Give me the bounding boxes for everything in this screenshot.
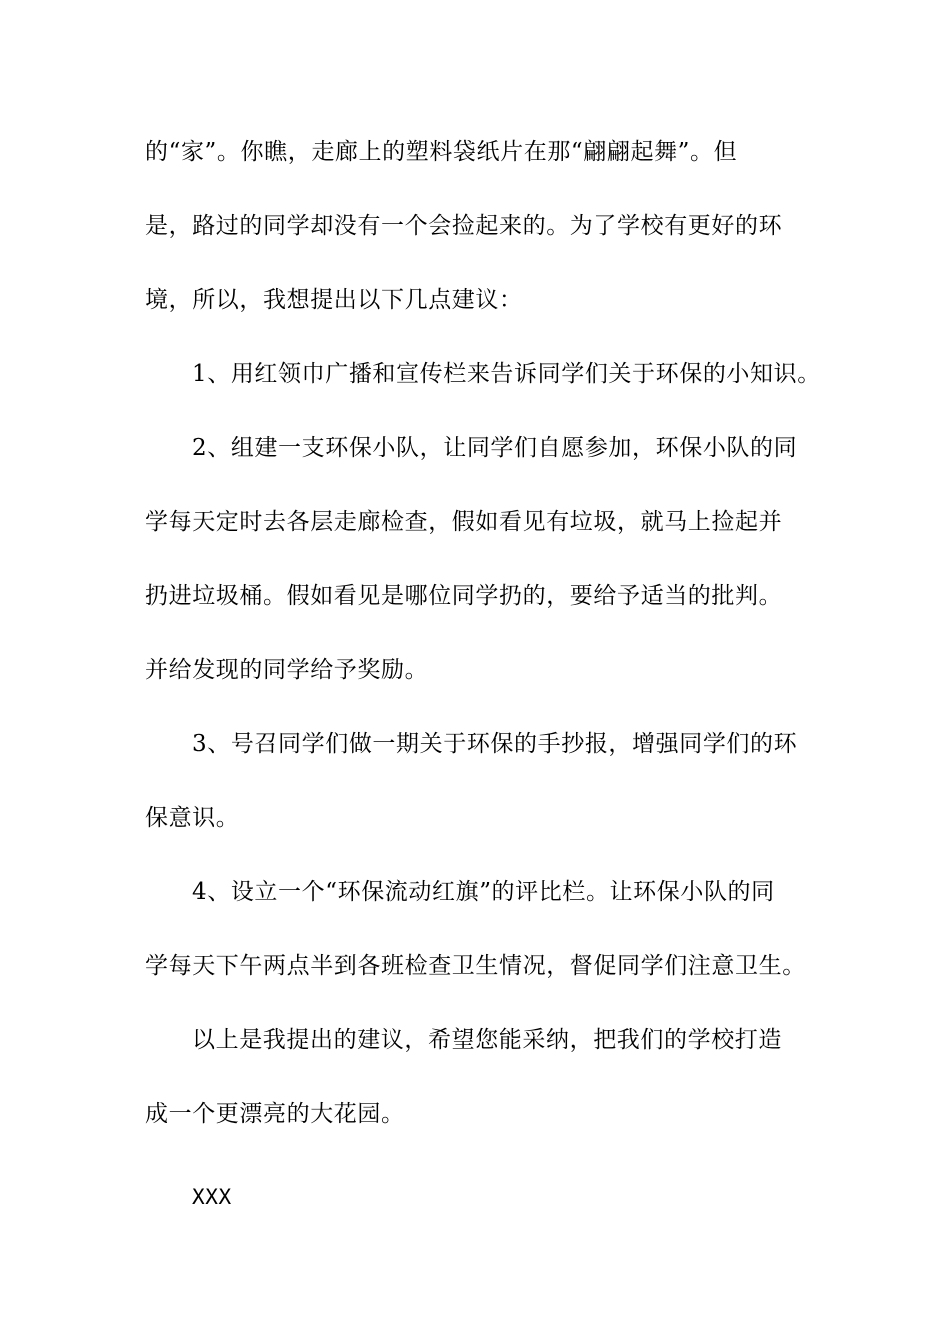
text-line: 保意识。 [145, 805, 240, 831]
text-line: 3、号召同学们做一期关于环保的手抄报，增强同学们的环 [192, 731, 798, 757]
text-line: 扔进垃圾桶。假如看见是哪位同学扔的，要给予适当的批判。 [145, 583, 783, 609]
text-line: 的“家”。你瞧，走廊上的塑料袋纸片在那“翩翩起舞”。但 [145, 139, 738, 165]
text-line: 境，所以，我想提出以下几点建议： [145, 287, 523, 313]
text-line: 2、组建一支环保小队，让同学们自愿参加，环保小队的同 [192, 435, 798, 461]
text-line: 是，路过的同学却没有一个会捡起来的。为了学校有更好的环 [145, 213, 783, 239]
signature: XXX [192, 1185, 232, 1209]
text-line: 成一个更漂亮的大花园。 [145, 1101, 405, 1127]
text-line: 学每天下午两点半到各班检查卫生情况，督促同学们注意卫生。 [145, 953, 806, 979]
text-line: 并给发现的同学给予奖励。 [145, 657, 429, 683]
text-line: 4、设立一个“环保流动红旗”的评比栏。让环保小队的同 [192, 879, 775, 905]
text-line: 以上是我提出的建议，希望您能采纳，把我们的学校打造 [192, 1027, 782, 1053]
text-line: 学每天定时去各层走廊检查，假如看见有垃圾，就马上捡起并 [145, 509, 783, 535]
text-line: 1、用红领巾广播和宣传栏来告诉同学们关于环保的小知识。 [192, 361, 821, 387]
